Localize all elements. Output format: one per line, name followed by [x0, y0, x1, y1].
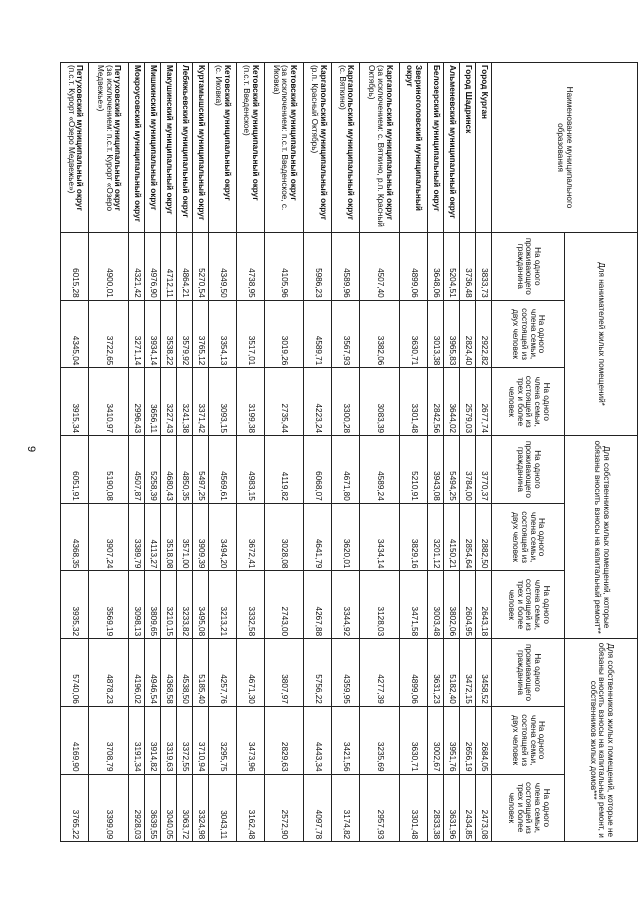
value-cell: 3421,56 — [332, 706, 360, 774]
value-cell: 2957,93 — [360, 774, 400, 842]
value-cell: 3201,12 — [427, 503, 443, 571]
value-cell: 4976,90 — [144, 233, 160, 301]
value-cell: 4589,24 — [360, 436, 400, 504]
value-cell: 3191,34 — [128, 706, 144, 774]
value-cell: 3630,71 — [400, 706, 428, 774]
value-cell: 4277,39 — [360, 639, 400, 707]
value-cell: 3538,22 — [160, 300, 176, 368]
value-cell: 2996,43 — [128, 368, 144, 436]
value-cell: 4864,21 — [176, 233, 192, 301]
value-cell: 4097,78 — [304, 774, 332, 842]
value-cell: 6068,07 — [304, 436, 332, 504]
value-cell: 3829,16 — [400, 503, 428, 571]
value-cell: 4267,88 — [304, 571, 332, 639]
value-cell: 3495,08 — [192, 571, 208, 639]
table-row — [61, 63, 89, 842]
value-cell: 3494,20 — [208, 503, 236, 571]
table-row — [443, 63, 459, 842]
value-cell: 3518,08 — [160, 503, 176, 571]
value-cell: 4946,54 — [144, 639, 160, 707]
value-cell: 4150,21 — [443, 503, 459, 571]
value-cell: 3517,01 — [236, 300, 264, 368]
value-cell: 3943,08 — [427, 436, 443, 504]
value-cell: 4443,34 — [304, 706, 332, 774]
municipality-name — [304, 63, 332, 233]
subcolumn-header: На одного проживающего гражданина — [492, 639, 565, 707]
municipality-name — [332, 63, 360, 233]
municipality-name — [208, 63, 236, 233]
subcolumn-header: На одного члена семьи, состоящей из двух человек — [492, 503, 565, 571]
value-cell: 4850,35 — [176, 436, 192, 504]
group-header-owners-not-paying: Для собственников жилых помещений, которые не обязаны вносить взносы на капитальный ремонт, и собственников жилых домов*** — [565, 639, 638, 842]
municipality-title: Мокроусовский муниципальный округ — [132, 65, 142, 223]
value-cell: 3233,82 — [176, 571, 192, 639]
municipality-note: (за исключением: п.с.т. Курорт «Озеро Медвежье») — [96, 65, 114, 212]
value-cell: 3389,79 — [128, 503, 144, 571]
value-cell: 3372,55 — [176, 706, 192, 774]
value-cell: 2677,74 — [475, 368, 491, 436]
municipality-title: Белозерский муниципальный округ — [431, 65, 441, 212]
value-cell: 3063,72 — [176, 774, 192, 842]
table-row — [304, 63, 332, 842]
value-cell: 2928,03 — [128, 774, 144, 842]
value-cell: 3003,48 — [427, 571, 443, 639]
municipality-title: Город Курган — [479, 65, 489, 119]
value-cell: 5497,25 — [192, 436, 208, 504]
value-cell: 4359,95 — [332, 639, 360, 707]
value-cell: 5210,91 — [400, 436, 428, 504]
value-cell: 4113,27 — [144, 503, 160, 571]
municipality-name — [427, 63, 443, 233]
subcolumn-header: На одного проживающего гражданина — [492, 436, 565, 504]
value-cell: 3736,48 — [459, 233, 475, 301]
value-cell: 4105,96 — [264, 233, 304, 301]
value-cell: 3907,24 — [89, 503, 129, 571]
municipality-title: Каргапольский муниципальный округ — [384, 65, 394, 221]
value-cell: 3909,39 — [192, 503, 208, 571]
value-cell: 3028,08 — [264, 503, 304, 571]
table-container — [60, 62, 638, 842]
municipality-note: (с. Вяткино) — [337, 65, 347, 110]
value-cell: 2842,56 — [427, 368, 443, 436]
subcolumn-header: На одного члена семьи, состоящей из двух человек — [492, 300, 565, 368]
value-cell: 2656,19 — [459, 706, 475, 774]
value-cell: 5185,40 — [192, 639, 208, 707]
value-cell: 3472,15 — [459, 639, 475, 707]
value-cell: 3174,82 — [332, 774, 360, 842]
table-row — [176, 63, 192, 842]
municipality-title: Макушинский муниципальный округ — [164, 65, 174, 215]
value-cell: 4899,06 — [400, 639, 428, 707]
municipality-name — [475, 63, 491, 233]
value-cell: 5740,06 — [61, 639, 89, 707]
value-cell: 5190,08 — [89, 436, 129, 504]
municipality-title: Каргапольский муниципальный округ — [346, 65, 356, 221]
municipality-name — [236, 63, 264, 233]
value-cell: 2473,08 — [475, 774, 491, 842]
page-number: 9 — [25, 445, 38, 453]
value-cell: 4899,06 — [400, 233, 428, 301]
municipality-name — [128, 63, 144, 233]
value-cell: 3639,55 — [144, 774, 160, 842]
municipality-note: (за исключением: п.с.т. Введенское, с. Иковка) — [271, 65, 290, 211]
value-cell: 3301,48 — [400, 774, 428, 842]
value-cell: 3934,14 — [144, 300, 160, 368]
value-cell: 4119,82 — [264, 436, 304, 504]
value-cell: 3648,06 — [427, 233, 443, 301]
value-cell: 4738,95 — [236, 233, 264, 301]
value-cell: 4345,04 — [61, 300, 89, 368]
municipality-title: Лебяжьевский муниципальный округ — [180, 65, 190, 218]
municipality-name — [443, 63, 459, 233]
value-cell: 5182,40 — [443, 639, 459, 707]
municipality-title: Кетовский муниципальный округ — [250, 65, 260, 201]
value-cell: 2743,00 — [264, 571, 304, 639]
value-cell: 2829,63 — [264, 706, 304, 774]
value-cell: 3656,11 — [144, 368, 160, 436]
municipality-title: Кетовский муниципальный округ — [289, 65, 299, 201]
value-cell: 3093,15 — [208, 368, 236, 436]
subcolumn-header: На одного члена семьи, состоящей из двух человек — [492, 706, 565, 774]
municipality-name — [144, 63, 160, 233]
value-cell: 3708,79 — [89, 706, 129, 774]
value-cell: 3631,96 — [443, 774, 459, 842]
value-cell: 4507,87 — [128, 436, 144, 504]
value-cell: 3210,15 — [160, 571, 176, 639]
value-cell: 5756,22 — [304, 639, 332, 707]
value-cell: 4223,24 — [304, 368, 332, 436]
value-cell: 3162,48 — [236, 774, 264, 842]
value-cell: 3040,05 — [160, 774, 176, 842]
table-row — [128, 63, 144, 842]
value-cell: 2572,90 — [264, 774, 304, 842]
group-header-owners-paying: Для собственников жилых помещений, которые обязаны вносить взносы на капитальный ремонт** — [565, 436, 638, 639]
value-cell: 3013,38 — [427, 300, 443, 368]
municipality-name — [264, 63, 304, 233]
table-row — [208, 63, 236, 842]
municipality-name — [192, 63, 208, 233]
value-cell: 4368,58 — [160, 639, 176, 707]
subcolumn-header: На одного члена семьи, состоящей из трех и более человек — [492, 774, 565, 842]
value-cell: 2824,40 — [459, 300, 475, 368]
value-cell: 4641,79 — [304, 503, 332, 571]
municipality-name — [61, 63, 89, 233]
value-cell: 3473,96 — [236, 706, 264, 774]
value-cell: 3434,14 — [360, 503, 400, 571]
value-cell: 4680,43 — [160, 436, 176, 504]
column-header-name: Наименование муниципального образования — [492, 63, 638, 233]
value-cell: 3935,32 — [61, 571, 89, 639]
municipality-title: Куртамышский муниципальный округ — [196, 65, 206, 221]
value-cell: 3567,93 — [332, 300, 360, 368]
value-cell: 4589,96 — [332, 233, 360, 301]
table-row — [427, 63, 443, 842]
value-cell: 5258,39 — [144, 436, 160, 504]
value-cell: 4589,71 — [304, 300, 332, 368]
value-cell: 2854,64 — [459, 503, 475, 571]
table-row — [400, 63, 428, 842]
municipality-note: (за исключением: с. Вяткино, р.п. Красный Октябрь) — [367, 65, 385, 227]
value-cell: 4507,40 — [360, 233, 400, 301]
value-cell: 3569,19 — [89, 571, 129, 639]
municipality-title: Город Шадринск — [463, 65, 473, 134]
value-cell: 3213,21 — [208, 571, 236, 639]
municipality-name — [176, 63, 192, 233]
value-cell: 3770,37 — [475, 436, 491, 504]
value-cell: 3710,94 — [192, 706, 208, 774]
value-cell: 3620,01 — [332, 503, 360, 571]
value-cell: 2684,05 — [475, 706, 491, 774]
tariff-table — [60, 62, 638, 842]
value-cell: 3784,00 — [459, 436, 475, 504]
value-cell: 4569,61 — [208, 436, 236, 504]
value-cell: 3199,38 — [236, 368, 264, 436]
value-cell: 4538,50 — [176, 639, 192, 707]
value-cell: 3319,63 — [160, 706, 176, 774]
value-cell: 3295,75 — [208, 706, 236, 774]
municipality-name — [400, 63, 428, 233]
group-header-tenants: Для нанимателей жилых помещений* — [565, 233, 638, 436]
value-cell: 4349,50 — [208, 233, 236, 301]
value-cell: 3765,22 — [61, 774, 89, 842]
value-cell: 3672,41 — [236, 503, 264, 571]
value-cell: 4712,11 — [160, 233, 176, 301]
value-cell: 6015,28 — [61, 233, 89, 301]
value-cell: 3631,23 — [427, 639, 443, 707]
value-cell: 2643,18 — [475, 571, 491, 639]
value-cell: 2882,50 — [475, 503, 491, 571]
value-cell: 3571,00 — [176, 503, 192, 571]
municipality-title: Петуховский муниципальный округ — [113, 65, 123, 211]
value-cell: 3833,73 — [475, 233, 491, 301]
value-cell: 3241,38 — [176, 368, 192, 436]
value-cell: 4321,42 — [128, 233, 144, 301]
value-cell: 3399,09 — [89, 774, 129, 842]
subcolumn-header: На одного проживающего гражданина — [492, 233, 565, 301]
value-cell: 4169,90 — [61, 706, 89, 774]
municipality-title: Мишкинский муниципальный округ — [148, 65, 158, 211]
value-cell: 5494,25 — [443, 436, 459, 504]
subcolumn-header: На одного члена семьи, состоящей из трех и более человек — [492, 368, 565, 436]
value-cell: 4900,01 — [89, 233, 129, 301]
table-row — [264, 63, 304, 842]
municipality-note: (с. Иковка) — [214, 65, 224, 106]
value-cell: 3354,13 — [208, 300, 236, 368]
value-cell: 3722,65 — [89, 300, 129, 368]
value-cell: 2434,85 — [459, 774, 475, 842]
municipality-name — [160, 63, 176, 233]
value-cell: 3807,97 — [264, 639, 304, 707]
value-cell: 5204,51 — [443, 233, 459, 301]
value-cell: 2833,38 — [427, 774, 443, 842]
municipality-title: Кетовский муниципальный округ — [222, 65, 232, 201]
value-cell: 6051,91 — [61, 436, 89, 504]
value-cell: 3371,42 — [192, 368, 208, 436]
value-cell: 3630,71 — [400, 300, 428, 368]
value-cell: 2922,82 — [475, 300, 491, 368]
value-cell: 4196,02 — [128, 639, 144, 707]
value-cell: 4257,76 — [208, 639, 236, 707]
value-cell: 3802,06 — [443, 571, 459, 639]
value-cell: 4878,23 — [89, 639, 129, 707]
value-cell: 3471,58 — [400, 571, 428, 639]
value-cell: 3951,76 — [443, 706, 459, 774]
table-row — [332, 63, 360, 842]
value-cell: 4671,30 — [236, 639, 264, 707]
table-row — [144, 63, 160, 842]
value-cell: 3915,34 — [61, 368, 89, 436]
value-cell: 4368,35 — [61, 503, 89, 571]
value-cell: 3344,92 — [332, 571, 360, 639]
table-row — [236, 63, 264, 842]
municipality-title: Звериноголовский муниципальный округ — [405, 65, 424, 211]
value-cell: 3301,48 — [400, 368, 428, 436]
value-cell: 3765,12 — [192, 300, 208, 368]
table-row — [360, 63, 400, 842]
table-row — [459, 63, 475, 842]
value-cell: 5986,23 — [304, 233, 332, 301]
value-cell: 3019,26 — [264, 300, 304, 368]
value-cell: 3083,39 — [360, 368, 400, 436]
value-cell: 3128,03 — [360, 571, 400, 639]
value-cell: 3227,43 — [160, 368, 176, 436]
municipality-name — [459, 63, 475, 233]
municipality-note: (р.п. Красный Октябрь) — [309, 65, 319, 154]
value-cell: 3382,06 — [360, 300, 400, 368]
municipality-name — [89, 63, 129, 233]
municipality-name — [360, 63, 400, 233]
municipality-note: (п.с.т. Введенское) — [242, 65, 252, 136]
value-cell: 3235,69 — [360, 706, 400, 774]
value-cell: 3644,02 — [443, 368, 459, 436]
municipality-title: Каргапольский муниципальный округ — [318, 65, 328, 221]
municipality-note: (п.с.т. Курорт «Озеро Медвежье») — [66, 65, 76, 194]
value-cell: 3914,82 — [144, 706, 160, 774]
municipality-title: Альменевский муниципальный округ — [447, 65, 457, 219]
value-cell: 3271,14 — [128, 300, 144, 368]
value-cell: 2604,95 — [459, 571, 475, 639]
municipality-title: Петуховский муниципальный округ — [75, 65, 85, 211]
value-cell: 5270,54 — [192, 233, 208, 301]
value-cell: 2735,44 — [264, 368, 304, 436]
value-cell: 3809,65 — [144, 571, 160, 639]
table-row — [475, 63, 491, 842]
subcolumn-header: На одного члена семьи, состоящей из трех и более человек — [492, 571, 565, 639]
value-cell: 3965,83 — [443, 300, 459, 368]
value-cell: 4983,15 — [236, 436, 264, 504]
value-cell: 4671,80 — [332, 436, 360, 504]
value-cell: 3002,67 — [427, 706, 443, 774]
value-cell: 3098,13 — [128, 571, 144, 639]
table-row — [89, 63, 129, 842]
value-cell: 3332,58 — [236, 571, 264, 639]
value-cell: 3458,52 — [475, 639, 491, 707]
value-cell: 3579,92 — [176, 300, 192, 368]
table-row — [160, 63, 176, 842]
value-cell: 3300,28 — [332, 368, 360, 436]
value-cell: 3324,98 — [192, 774, 208, 842]
value-cell: 3410,97 — [89, 368, 129, 436]
value-cell: 3043,11 — [208, 774, 236, 842]
value-cell: 2579,03 — [459, 368, 475, 436]
table-row — [192, 63, 208, 842]
